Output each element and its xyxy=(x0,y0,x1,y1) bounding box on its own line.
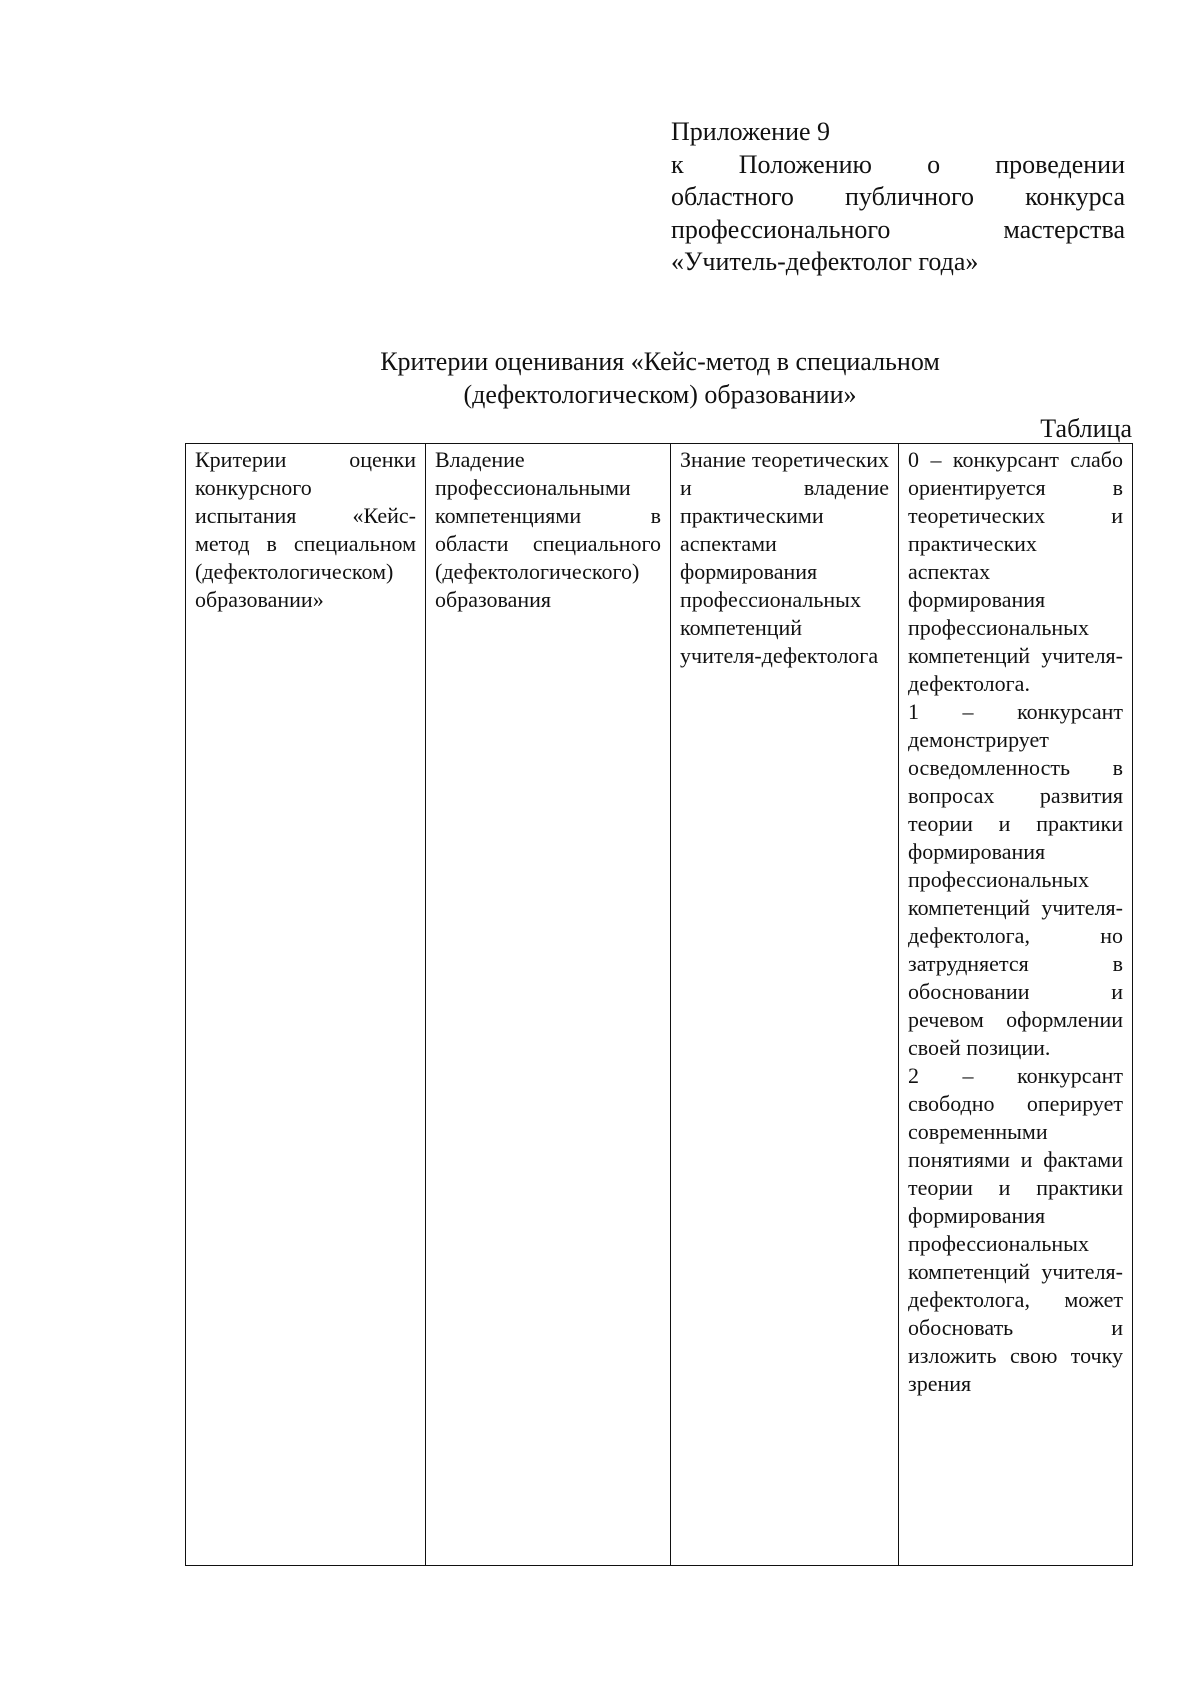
parameter-cell: Знание теоретических и владение практическими аспектами формирования профессиональных компетенций учителя-дефектолога xyxy=(671,444,899,1566)
scores-cell xyxy=(899,444,1133,1566)
criterion-cell: Критерии оценки конкурсного испытания «Кейс-метод в специальном (дефектологическом) образовании» xyxy=(186,444,426,1566)
appendix-line-contest-name: «Учитель-дефектолог года» xyxy=(671,247,979,276)
appendix-header xyxy=(671,116,1125,279)
appendix-line-contest: областного публичного конкурса xyxy=(671,182,1125,211)
appendix-line-mastery: профессионального мастерства xyxy=(671,214,1125,244)
appendix-number: Приложение 9 xyxy=(671,117,831,146)
score-0-description: 0 – конкурсант слабо ориентируется в теоретических и практических аспектах формирования профессиональных компетенций учителя-дефектолога. xyxy=(908,447,1123,696)
table-row xyxy=(186,444,1133,1566)
appendix-line-regulation: к Положению о проведении xyxy=(671,149,1125,179)
document-title-line-1: Критерии оценивания «Кейс-метод в специальном xyxy=(380,347,940,376)
indicator-cell: Владение профессиональными компетенциями в области специального (дефектологического) образования xyxy=(426,444,671,1566)
criteria-table xyxy=(185,443,1133,1566)
score-1-description: 1 – конкурсант демонстрирует осведомленность в вопросах развития теории и практики формирования профессиональных компетенций учителя-дефектолога, но затрудняется в обосновании и речевом оформлении своей позиции. xyxy=(908,699,1123,1060)
document-title xyxy=(220,345,1100,411)
document-title-line-2: (дефектологическом) образовании» xyxy=(463,380,857,409)
score-2-description: 2 – конкурсант свободно оперирует современными понятиями и фактами теории и практики формирования профессиональных компетенций учителя-дефектолога, может обосновать и изложить свою точку зрения xyxy=(908,1063,1123,1396)
table-caption: Таблица xyxy=(1040,414,1132,443)
